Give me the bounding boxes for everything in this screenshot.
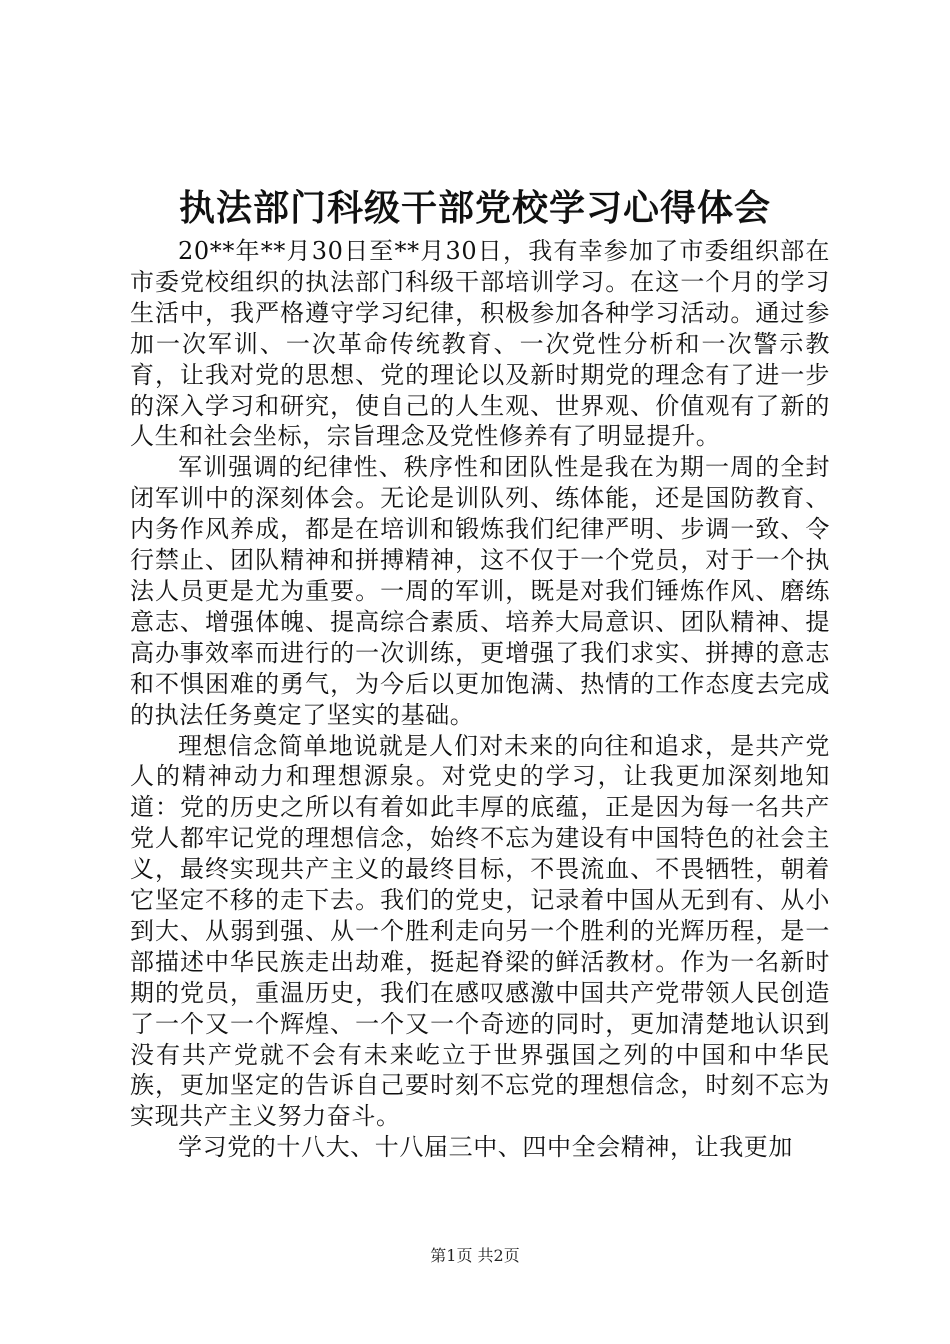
document-body <box>130 236 830 1163</box>
paragraph: 理想信念简单地说就是人们对未来的向往和追求，是共产党人的精神动力和理想源泉。对党史的学习，让我更加深刻地知道：党的历史之所以有着如此丰厚的底蕴，正是因为每一名共产党人都牢记党的理想信念，始终不忘为建设有中国特色的社会主义，最终实现共产主义的最终目标，不畏流血、不畏牺牲，朝着它坚定不移的走下去。我们的党史，记录着中国从无到有、从小到大、从弱到强、从一个胜利走向另一个胜利的光辉历程，是一部描述中华民族走出劫难，挺起脊梁的鲜活教材。作为一名新时期的党员，重温历史，我们在感叹感激中国共产党带领人民创造了一个又一个辉煌、一个又一个奇迹的同时，更加清楚地认识到没有共产党就不会有未来屹立于世界强国之列的中国和中华民族，更加坚定的告诉自己要时刻不忘党的理想信念，时刻不忘为实现共产主义努力奋斗。 <box>130 731 830 1131</box>
paragraph: 20**年**月30日至**月30日，我有幸参加了市委组织部在市委党校组织的执法部门科级干部培训学习。在这一个月的学习生活中，我严格遵守学习纪律，积极参加各种学习活动。通过参加一次军训、一次革命传统教育、一次党性分析和一次警示教育，让我对党的思想、党的理论以及新时期党的理念有了进一步的深入学习和研究，使自己的人生观、世界观、价值观有了新的人生和社会坐标，宗旨理念及党性修养有了明显提升。 <box>130 237 830 451</box>
page-number-footer: 第1页 共2页 <box>430 1246 520 1265</box>
paragraph: 军训强调的纪律性、秩序性和团队性是我在为期一周的全封闭军训中的深刻体会。无论是训队列、练体能，还是国防教育、内务作风养成，都是在培训和锻炼我们纪律严明、步调一致、令行禁止、团队精神和拼搏精神，这不仅于一个党员，对于一个执法人员更是尤为重要。一周的军训，既是对我们锤炼作风、磨练意志、增强体魄、提高综合素质、培养大局意识、团队精神、提高办事效率而进行的一次训练，更增强了我们求实、拼搏的意志和不惧困难的勇气，为今后以更加饱满、热情的工作态度去完成的执法任务奠定了坚实的基础。 <box>130 453 830 729</box>
paragraph: 学习党的十八大、十八届三中、四中全会精神，让我更加 <box>178 1133 793 1162</box>
document-title: 执法部门科级干部党校学习心得体会 <box>178 187 771 229</box>
